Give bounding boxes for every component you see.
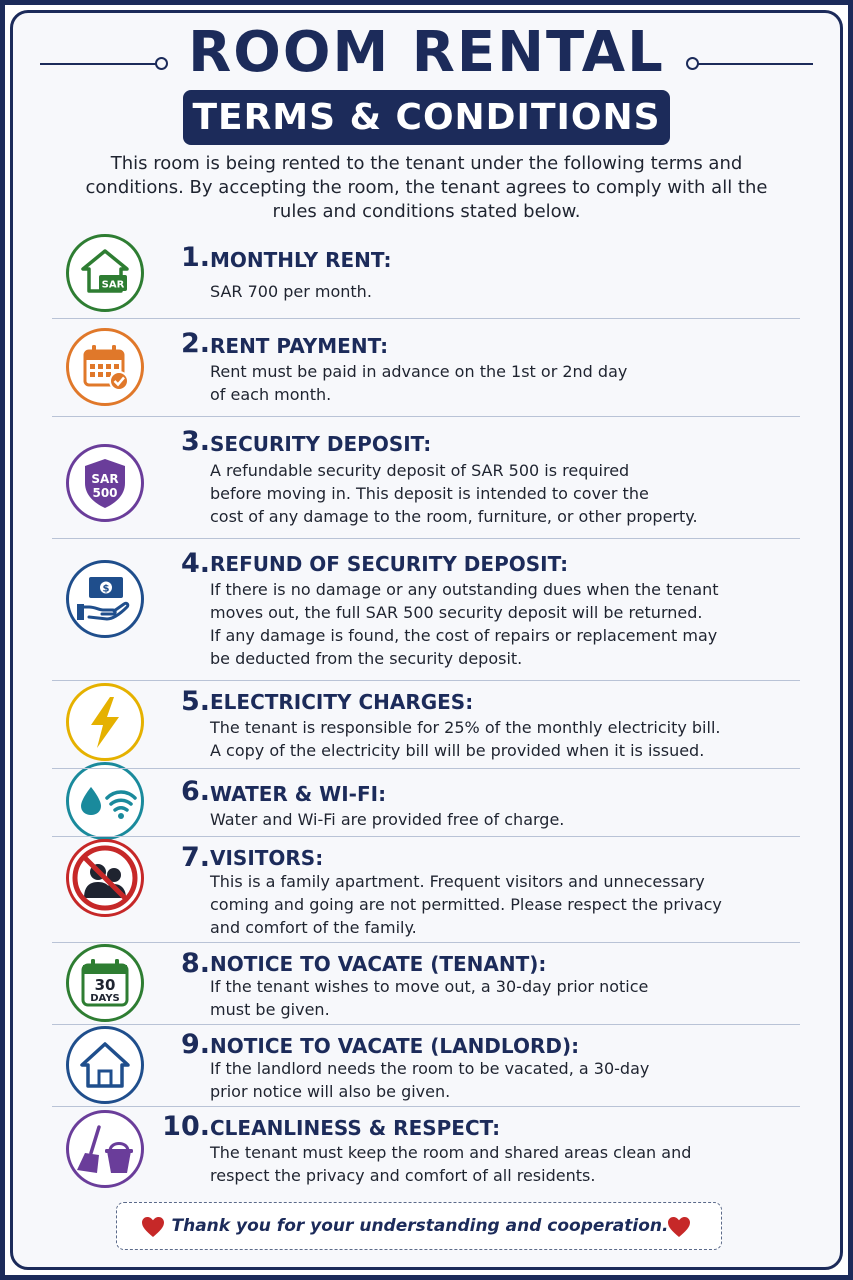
term-heading: NOTICE TO VACATE (TENANT): (210, 952, 547, 976)
divider (52, 680, 800, 681)
term-description (210, 578, 800, 670)
term-number: 3. (180, 426, 210, 457)
term-description-line: If any damage is found, the cost of repairs or replacement may (210, 626, 718, 645)
term-description-line: must be given. (210, 1000, 330, 1019)
page-subtitle: TERMS & CONDITIONS (183, 90, 670, 145)
term-description-line: If the landlord needs the room to be vacated, a 30-day (210, 1059, 650, 1078)
hand-money-icon (66, 560, 144, 638)
term-number: 10. (162, 1111, 210, 1142)
term-description-line: If the tenant wishes to move out, a 30-day prior notice (210, 977, 649, 996)
term-description-line: respect the privacy and comfort of all residents. (210, 1166, 596, 1185)
term-heading: MONTHLY RENT: (210, 248, 392, 272)
term-description (210, 716, 800, 762)
no-visitors-icon (66, 839, 144, 917)
house-sar-icon (66, 234, 144, 312)
term-description-line: of each month. (210, 385, 332, 404)
term-description-line: before moving in. This deposit is intended to cover the (210, 484, 649, 503)
divider (52, 942, 800, 943)
divider (52, 538, 800, 539)
term-description-line: Rent must be paid in advance on the 1st or 2nd day (210, 362, 628, 381)
term-description-line: A refundable security deposit of SAR 500 is required (210, 461, 630, 480)
calendar-check-icon (66, 328, 144, 406)
water-wifi-icon (66, 762, 144, 840)
term-number: 9. (180, 1029, 210, 1060)
term-description-line: be deducted from the security deposit. (210, 649, 523, 668)
term-description-line: cost of any damage to the room, furniture, or other property. (210, 507, 698, 526)
intro-paragraph: This room is being rented to the tenant under the following terms and conditions. By accepting the room, the tenant agrees to comply with all the rules and conditions stated below. (85, 153, 768, 222)
divider (52, 768, 800, 769)
term-heading: ELECTRICITY CHARGES: (210, 690, 474, 714)
term-description-line: moves out, the full SAR 500 security deposit will be returned. (210, 603, 703, 622)
svg-text:$: $ (102, 583, 110, 595)
svg-text:DAYS: DAYS (90, 993, 120, 1004)
term-number: 7. (180, 842, 210, 873)
divider (52, 416, 800, 417)
term-heading: NOTICE TO VACATE (LANDLORD): (210, 1034, 580, 1058)
term-number: 6. (180, 776, 210, 807)
term-description-line: This is a family apartment. Frequent visitors and unnecessary (210, 872, 705, 891)
house-icon (66, 1026, 144, 1104)
term-description-line: Water and Wi-Fi are provided free of charge. (210, 810, 565, 829)
term-heading: VISITORS: (210, 846, 324, 870)
term-number: 5. (180, 686, 210, 717)
term-description-line: If there is no damage or any outstanding dues when the tenant (210, 580, 719, 599)
term-number: 1. (180, 242, 210, 273)
term-description (210, 1057, 800, 1103)
svg-text:SAR: SAR (101, 279, 125, 291)
term-description (210, 975, 800, 1021)
svg-text:SAR: SAR (91, 472, 119, 486)
divider (52, 836, 800, 837)
term-description (210, 808, 800, 831)
term-description-line: coming and going are not permitted. Please respect the privacy (210, 895, 722, 914)
term-description (210, 1141, 800, 1187)
term-description-line: A copy of the electricity bill will be provided when it is issued. (210, 741, 705, 760)
term-description (210, 360, 800, 406)
thank-you-banner (116, 1202, 722, 1250)
term-description-line: and comfort of the family. (210, 918, 417, 937)
term-description-line: SAR 700 per month. (210, 282, 372, 301)
divider (52, 318, 800, 319)
term-heading: RENT PAYMENT: (210, 334, 389, 358)
term-number: 2. (180, 328, 210, 359)
term-heading: WATER & WI-FI: (210, 782, 387, 806)
term-description (210, 280, 800, 303)
term-description-line: The tenant must keep the room and shared areas clean and (210, 1143, 692, 1162)
thank-you-text: Thank you for your understanding and cooperation. (171, 1216, 669, 1236)
page-title: ROOM RENTAL (188, 20, 665, 85)
divider (52, 1106, 800, 1107)
term-description (210, 459, 800, 528)
term-description (210, 870, 800, 939)
divider (52, 1024, 800, 1025)
term-description-line: prior notice will also be given. (210, 1082, 451, 1101)
term-heading: REFUND OF SECURITY DEPOSIT: (210, 552, 569, 576)
term-description-line: The tenant is responsible for 25% of the monthly electricity bill. (210, 718, 721, 737)
term-number: 4. (180, 548, 210, 579)
term-heading: SECURITY DEPOSIT: (210, 432, 432, 456)
term-number: 8. (180, 948, 210, 979)
lightning-bolt-icon (66, 683, 144, 761)
broom-bucket-icon (66, 1110, 144, 1188)
shield-sar-500-icon (66, 444, 144, 522)
heart-icon (667, 1216, 691, 1238)
svg-text:30: 30 (94, 976, 116, 994)
calendar-30-days-icon (66, 944, 144, 1022)
svg-text:500: 500 (92, 486, 118, 500)
term-heading: CLEANLINESS & RESPECT: (210, 1116, 501, 1140)
